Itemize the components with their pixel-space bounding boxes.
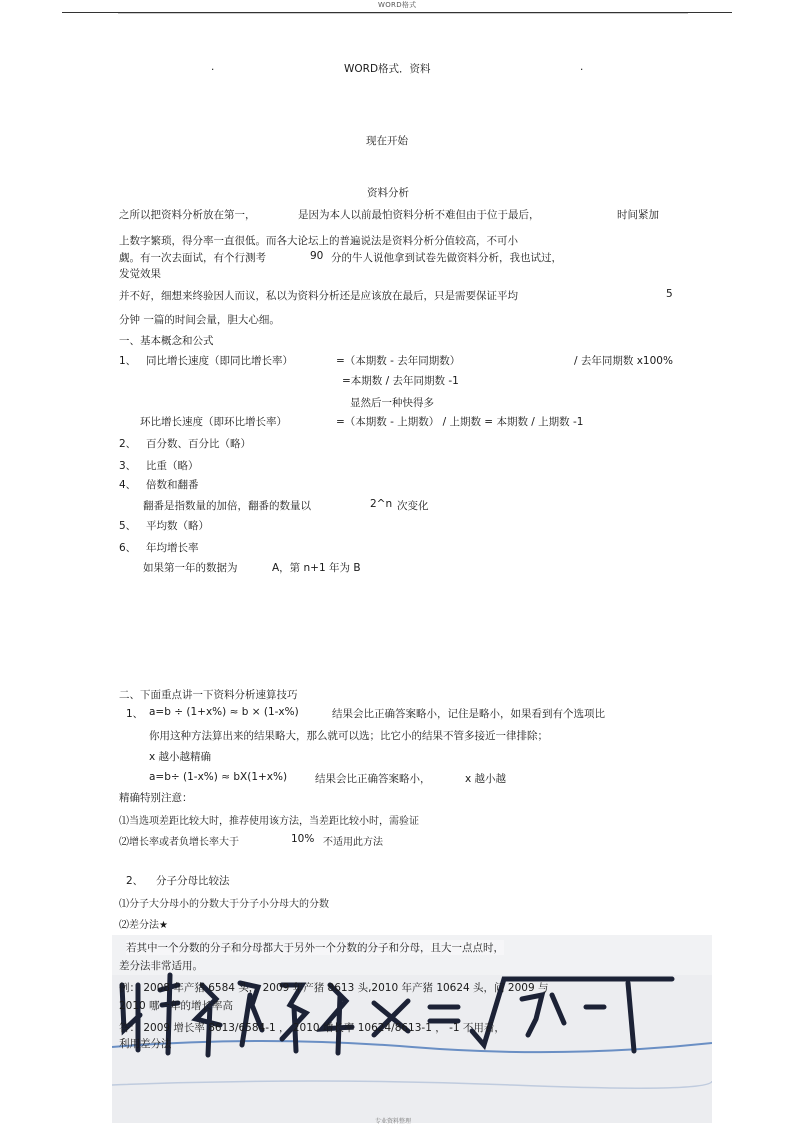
tip1-formula: a=b ÷ (1+x%) ≈ b × (1-x%) [149,706,299,718]
item1-alt-formula: =本期数 / 去年同期数 -1 [342,375,459,387]
part2-heading: 二、下面重点讲一下资料分析速算技巧 [119,689,298,701]
intro-line1a: 之所以把资料分析放在第一， [119,209,256,221]
tip1-line3: x 越小越精确 [149,751,212,763]
intro-line1b: 是因为本人以前最怕资料分析不难但由于位于最后， [298,209,540,221]
tip1-desc2: 结果会比正确答案略小， [315,773,431,785]
intro-line3-num: 90 [310,250,324,262]
tip1-note1: ⑴当选项差距比较大时，推荐使用该方法，当差距比较小时，需验证 [119,816,419,827]
part1-heading: 一、基本概念和公式 [119,335,214,347]
header-rule-shadow [118,13,688,14]
tip2-desc2: 差分法非常适用。 [119,960,203,972]
section-title: 资料分析 [367,187,409,199]
tip2-rule-a: ⑴分子大分母小的分数大于分子小分母大的分数 [119,899,329,910]
title-dot-right: . [580,61,584,73]
item2-text: 百分数、百分比（略） [146,438,251,450]
item3-number: 3、 [119,460,137,472]
item4-number: 4、 [119,479,137,491]
item6-value: A，第 n+1 年为 B [272,562,361,574]
intro-line2: 上数字繁琐，得分率一直很低。而各大论坛上的普遍说法是资料分析分值较高，不可小 [119,235,518,247]
tip1-number: 1、 [126,708,144,720]
item6-desc: 如果第一年的数据为 [143,562,238,574]
intro-line3b: 分的牛人说他拿到试卷先做资料分析，我也试过， [331,252,562,264]
item5-number: 5、 [119,520,137,532]
item4-desc2: 次变化 [397,500,429,512]
intro-line4: 发觉效果 [119,268,161,280]
item1-formula: =（本期数 - 去年同期数） [336,355,461,367]
intro-line5: 并不好，细想来终验因人而议，私以为资料分析还是应该放在最后，只是需要保证平均 [119,290,518,302]
tip1-formula2: a=b÷ (1-x%) ≈ bX(1+x%) [149,771,288,783]
item3-text: 比重（略） [146,460,199,472]
tip2-title: 分子分母比较法 [156,875,230,887]
title-dot-left: . [211,61,215,73]
tip2-rule-b: ⑵差分法★ [119,920,168,931]
tip1-note2c: 不适用此方法 [323,837,383,848]
answer-line1: 答： 2009 增长率 8613/6584-1 ， 2010 增长率 10624/8613-1 ， -1 不用看， [119,1022,505,1034]
tip1-line2: 你用这种方法算出来的结果略大，那么就可以选；比它小的结果不管多接近一律排除； [149,730,548,742]
item2-number: 2、 [119,438,137,450]
item6-number: 6、 [119,542,137,554]
example-line1: 例： 2008 年产猪 6584 头， 2009 年产猪 8613 头,2010 年产猪 10624 头，问 2009 与 [119,982,549,994]
item1-formula-tail: / 去年同期数 x100% [574,355,673,367]
item4-value: 2^n [370,498,393,510]
tip2-desc1: 若其中一个分数的分子和分母都大于另外一个分数的分子和分母，且大一点点时， [126,942,504,954]
answer-line2: 利用差分法 [119,1038,172,1050]
item1-number: 1、 [119,355,137,367]
item1b-label: 环比增长速度（即环比增长率） [140,416,287,428]
footer-label: 专业资料整理 [375,1118,412,1125]
intro-line3: 觑。有一次去面试，有个行测考 [119,252,266,264]
tip2-number: 2、 [126,875,144,887]
item5-text: 平均数（略） [146,520,209,532]
tip1-note2b: 10% [291,833,315,845]
item4-desc: 翻番是指数量的加倍，翻番的数量以 [143,500,311,512]
tip1-desc2b: x 越小越 [465,773,507,785]
intro-line1c: 时间紧加 [617,209,659,221]
example-line2: 2010 哪一年的增长率高 [119,1000,234,1012]
tip1-note2a: ⑵增长率或者负增长率大于 [119,837,239,848]
item6-text: 年均增长率 [146,542,199,554]
item1-note: 显然后一种快得多 [350,397,434,409]
header-label: WORD格式 [378,1,417,9]
start-heading: 现在开始 [366,135,408,147]
intro-line6: 分钟 一篇的时间会量，胆大心细。 [119,314,280,326]
item1-label: 同比增长速度（即同比增长率） [146,355,293,367]
tip1-line5: 精确特别注意： [119,792,193,804]
item4-text: 倍数和翻番 [146,479,199,491]
item1b-formula: =（本期数 - 上期数） / 上期数 = 本期数 / 上期数 -1 [336,416,584,428]
doc-title: WORD格式．资料 [344,63,431,75]
intro-line5-num: 5 [666,288,673,300]
tip1-desc: 结果会比正确答案略小，记住是略小，如果看到有个选项比 [332,708,605,720]
